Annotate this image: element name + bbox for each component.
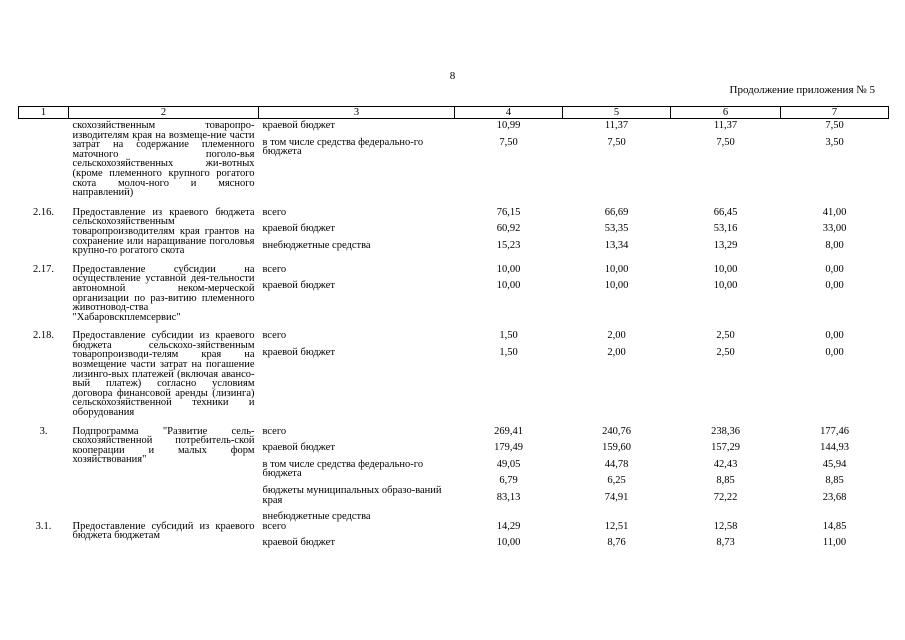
funding-source-cell — [259, 256, 455, 323]
table-row — [19, 522, 889, 548]
value-col-5: 13,34 — [604, 239, 629, 251]
funding-source: в том числе средства федерально-го бюджета — [262, 136, 424, 158]
measure-name: скохозяйственным товаропро-изводителям края на возмеще-ние части затрат на содержание племенного маточного поголо-вья сельскохозяйственных жи-вотных (кроме племенного крупного рогатого скота молоч-ного и мясного направлений) — [72, 120, 255, 199]
table-row — [19, 119, 889, 198]
value-col-6: 2,50 — [716, 330, 735, 342]
value-col-7: 0,00 — [825, 330, 844, 342]
value-col-4: 6,79 — [499, 475, 518, 487]
value-col-6: 7,50 — [716, 136, 735, 148]
value-col-7: 3,50 — [825, 136, 844, 148]
funding-source: краевой бюджет — [262, 346, 335, 358]
value-col-5: 12,51 — [604, 520, 629, 532]
value-col-4-cell — [455, 522, 563, 548]
value-col-4: 10,00 — [496, 280, 521, 292]
value-col-5: 10,00 — [604, 280, 629, 292]
measure-name: Подпрограмма "Развитие сель-скохозяйственной потребитель-ской кооперации и малых форм хозяйствования" — [72, 425, 255, 466]
value-col-5-cell — [563, 119, 671, 198]
value-col-4-cell — [455, 119, 563, 198]
funding-source: краевой бюджет — [262, 442, 335, 454]
measure-name: Предоставление из краевого бюджета сельскохозяйственным товаропроизводителям края грантов на сохранение или наращивание поголовья крупно-го рогатого скота — [72, 206, 255, 257]
value-col-4: 10,00 — [496, 537, 521, 549]
value-col-4: 179,49 — [494, 442, 523, 454]
value-col-5: 240,76 — [602, 425, 631, 437]
value-col-4-cell — [455, 418, 563, 522]
value-col-6-cell — [671, 418, 781, 522]
value-col-6: 72,22 — [713, 492, 738, 503]
value-col-6: 10,00 — [713, 280, 738, 292]
value-col-7: 41,00 — [822, 206, 847, 218]
funding-source: внебюджетные средства — [262, 239, 371, 251]
value-col-5-cell — [563, 198, 671, 256]
value-col-7: 45,94 — [822, 458, 847, 470]
value-col-4-cell — [455, 256, 563, 323]
value-col-5: 7,50 — [607, 136, 626, 148]
value-col-6: 66,45 — [713, 206, 738, 218]
value-col-5: 2,00 — [607, 346, 626, 358]
funding-source-cell — [259, 119, 455, 198]
value-col-4: 7,50 — [499, 136, 518, 148]
value-col-4: 76,15 — [496, 206, 521, 218]
value-col-7: 7,50 — [825, 120, 844, 131]
funding-source: краевой бюджет — [262, 120, 335, 131]
value-col-7: 11,00 — [822, 537, 847, 549]
row-number: 3. — [39, 425, 48, 437]
measure-name: Предоставление субсидии на осуществление уставной дея-тельности автономной неком-мерческой организации по раз-витию племенного животновод-ства "Хабаровскплемсервис" — [72, 263, 255, 323]
value-col-4: 60,92 — [496, 223, 521, 235]
value-col-6-cell — [671, 256, 781, 323]
value-col-4-cell — [455, 198, 563, 256]
value-col-5-cell — [563, 418, 671, 522]
value-col-6: 8,73 — [716, 537, 735, 549]
value-col-7: 0,00 — [825, 346, 844, 358]
row-number: 2.18. — [33, 330, 54, 342]
header-col-7: 7 — [781, 107, 889, 119]
value-col-6-cell — [671, 119, 781, 198]
header-col-5: 5 — [563, 107, 671, 119]
row-number: 2.16. — [33, 206, 54, 218]
value-col-4: 14,29 — [496, 520, 521, 532]
funding-source: всего — [262, 263, 287, 275]
funding-source: всего — [262, 425, 287, 437]
table-body — [19, 119, 889, 548]
value-col-4: 10,99 — [496, 120, 521, 131]
table-row — [19, 322, 889, 417]
table-row — [19, 418, 889, 522]
value-col-5: 8,76 — [607, 537, 626, 549]
value-col-6-cell — [671, 522, 781, 548]
value-col-5-cell — [563, 322, 671, 417]
value-col-7-cell — [781, 522, 889, 548]
value-col-6: 12,58 — [713, 520, 738, 532]
value-col-4: 49,05 — [496, 458, 521, 470]
funding-source: всего — [262, 206, 287, 218]
value-col-7: 23,68 — [822, 492, 847, 503]
funding-source-cell — [259, 322, 455, 417]
row-number — [19, 119, 69, 198]
row-number: 3.1. — [35, 520, 52, 532]
value-col-5: 159,60 — [602, 442, 631, 454]
value-col-5: 2,00 — [607, 330, 626, 342]
measure-name: Предоставление субсидии из краевого бюджета сельскохо-зяйственным товаропроизводи-телям края на возмещение части затрат на погашение лизинго-вых платежей (включая авансо-вый платеж) согласно условиям договора финансовой аренды (лизинга) сельскохозяйственной техники и оборудования — [72, 330, 255, 419]
value-col-5: 74,91 — [604, 492, 629, 503]
value-col-6: 13,29 — [713, 239, 738, 251]
value-col-5: 44,78 — [604, 458, 629, 470]
value-col-6-cell — [671, 198, 781, 256]
value-col-7: 0,00 — [825, 280, 844, 292]
value-col-4: 269,41 — [494, 425, 523, 437]
value-col-7-cell — [781, 322, 889, 417]
funding-source: бюджеты муниципальных образо-ваний края — [262, 485, 442, 506]
value-col-6: 53,16 — [713, 223, 738, 235]
funding-source: внебюджетные средства — [262, 511, 371, 523]
page-number: 8 — [449, 70, 456, 82]
value-col-5-cell — [563, 522, 671, 548]
funding-source: краевой бюджет — [262, 537, 335, 549]
measure-name: Предоставление субсидий из краевого бюджета бюджетам — [72, 520, 255, 542]
funding-source: всего — [262, 520, 287, 532]
value-col-7: 8,85 — [825, 475, 844, 487]
value-col-7-cell — [781, 256, 889, 323]
table-header-row — [19, 107, 889, 119]
value-col-5: 53,35 — [604, 223, 629, 235]
value-col-7: 177,46 — [820, 425, 849, 437]
value-col-4: 10,00 — [496, 263, 521, 275]
row-number: 2.17. — [33, 263, 54, 275]
value-col-7-cell — [781, 198, 889, 256]
value-col-4: 83,13 — [496, 492, 521, 503]
value-col-4: 1,50 — [499, 346, 518, 358]
value-col-7: 14,85 — [822, 520, 847, 532]
value-col-6: 2,50 — [716, 346, 735, 358]
value-col-6: 238,36 — [711, 425, 740, 437]
value-col-4-cell — [455, 322, 563, 417]
value-col-7-cell — [781, 418, 889, 522]
funding-source: в том числе средства федерально-го бюджета — [262, 458, 424, 480]
value-col-6: 157,29 — [711, 442, 740, 454]
funding-source: всего — [262, 330, 287, 342]
value-col-7: 33,00 — [822, 223, 847, 235]
value-col-7-cell — [781, 119, 889, 198]
value-col-5: 66,69 — [604, 206, 629, 218]
funding-source-cell — [259, 522, 455, 548]
appendix-note: Продолжение приложения № 5 — [729, 84, 875, 96]
header-col-2: 2 — [69, 107, 259, 119]
value-col-7: 8,00 — [825, 239, 844, 251]
header-col-4: 4 — [455, 107, 563, 119]
value-col-6: 11,37 — [713, 120, 738, 131]
value-col-7: 144,93 — [820, 442, 849, 454]
value-col-5: 11,37 — [604, 120, 629, 131]
table-row — [19, 198, 889, 256]
budget-table — [18, 106, 889, 548]
value-col-7: 0,00 — [825, 263, 844, 275]
header-col-3: 3 — [259, 107, 455, 119]
funding-source: краевой бюджет — [262, 280, 335, 292]
value-col-4: 1,50 — [499, 330, 518, 342]
value-col-4: 15,23 — [496, 239, 521, 251]
value-col-6: 42,43 — [713, 458, 738, 470]
value-col-5: 10,00 — [604, 263, 629, 275]
value-col-6-cell — [671, 322, 781, 417]
header-col-6: 6 — [671, 107, 781, 119]
funding-source-cell — [259, 198, 455, 256]
header-col-1: 1 — [19, 107, 69, 119]
value-col-6: 10,00 — [713, 263, 738, 275]
value-col-6: 8,85 — [716, 475, 735, 487]
funding-source-cell — [259, 418, 455, 522]
funding-source: краевой бюджет — [262, 223, 335, 235]
value-col-5: 6,25 — [607, 475, 626, 487]
table-row — [19, 256, 889, 323]
value-col-5-cell — [563, 256, 671, 323]
